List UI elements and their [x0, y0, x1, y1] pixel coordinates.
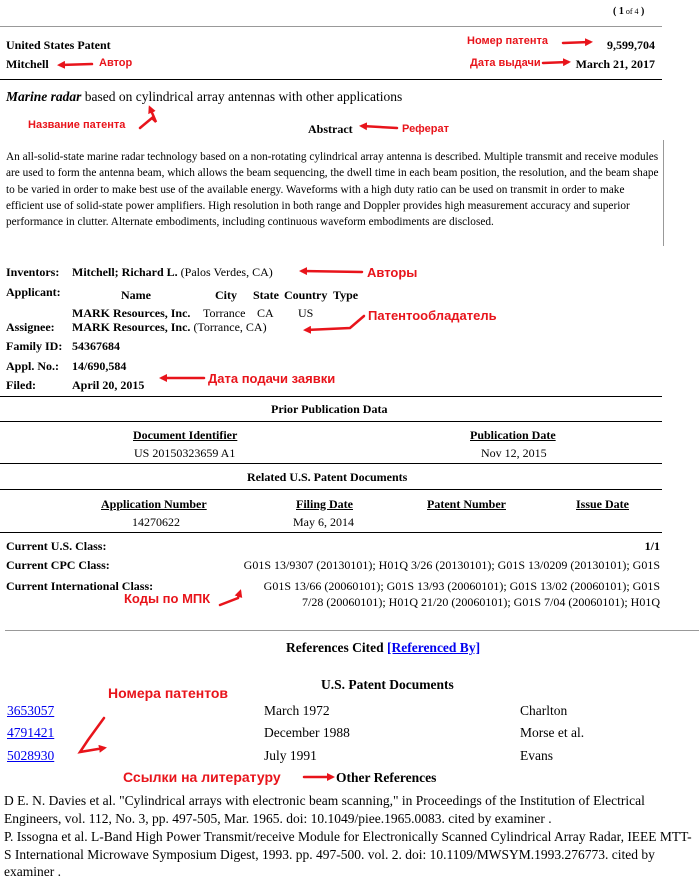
applicant-country: US	[298, 306, 314, 320]
appl-no-value: 14/690,584	[72, 359, 127, 373]
referenced-by-link[interactable]: [Referenced By]	[386, 640, 481, 655]
related-col-patent: Patent Number	[427, 497, 506, 511]
arrow-issue-date-icon	[543, 62, 568, 63]
annotation-authors: Авторы	[367, 265, 418, 280]
applicant-col-type: Type	[333, 288, 359, 302]
family-id-label: Family ID:	[6, 339, 63, 353]
page-counter-total: of 4	[623, 7, 639, 16]
page-counter-page: 1	[618, 6, 624, 17]
applicant-city: Torrance	[203, 306, 246, 320]
assignee-value	[72, 320, 267, 335]
title-rest: based on cylindrical array antennas with other applications	[81, 89, 403, 104]
assignee-label: Assignee:	[6, 320, 55, 334]
related-date: May 6, 2014	[293, 515, 354, 529]
related-col-issue: Issue Date	[576, 497, 629, 511]
patent-link[interactable]: 4791421	[7, 725, 55, 740]
other-reference: P. Issogna et al. L-Band High Power Transmit/receive Module for Electronically Scanned Cylindrical Array Radar, IEEE MTT-S International Microwave Symposium Digest, 1993. pp. 497-500. vol. 2. doi: 10.1109/MWSYM.1993.276773. cited by examiner .	[4, 829, 692, 879]
intl-class-line2: 7/28 (20060101); H01Q 21/20 (20060101); G01S 7/04 (20060101); H01Q	[302, 595, 660, 609]
divider	[0, 396, 662, 397]
intl-class-label: Current International Class:	[6, 579, 154, 593]
divider	[5, 630, 699, 631]
patent-date: July 1991	[264, 748, 317, 763]
us-docs-heading: U.S. Patent Documents	[321, 677, 454, 692]
divider	[0, 532, 662, 533]
divider	[0, 421, 662, 422]
applicant-label: Applicant:	[6, 285, 61, 299]
applicant-col-city: City	[215, 288, 237, 302]
us-class-value: 1/1	[644, 539, 660, 553]
prior-pub-col-date: Publication Date	[470, 428, 556, 442]
arrow-abstract-icon	[362, 126, 397, 128]
page-counter-open: (	[613, 6, 619, 17]
annotation-issue-date: Дата выдачи	[470, 57, 541, 69]
related-heading: Related U.S. Patent Documents	[247, 470, 408, 484]
divider	[0, 463, 662, 464]
annotation-patent-title: Название патента	[28, 119, 126, 131]
issue-date: March 21, 2017	[575, 57, 655, 71]
annotation-ipc-codes: Коды по МПК	[124, 591, 211, 606]
patent-date: December 1988	[264, 725, 350, 740]
cpc-class-value: G01S 13/9307 (20130101); H01Q 3/26 (20130101); G01S 13/0209 (20130101); G01S	[243, 558, 660, 572]
divider	[0, 26, 662, 27]
family-id-value: 54367684	[72, 339, 120, 353]
other-refs-heading: Other References	[336, 770, 437, 785]
title-bold: Marine radar	[6, 89, 82, 104]
page-counter-close: )	[638, 6, 645, 17]
inventor-surname: Mitchell	[6, 57, 49, 71]
annotation-abstract: Реферат	[402, 123, 450, 135]
annotation-literature-refs: Ссылки на литературу	[123, 769, 281, 785]
patent-name: Morse et al.	[520, 725, 585, 740]
prior-pub-date: Nov 12, 2015	[481, 446, 547, 460]
inventors-value	[72, 265, 273, 280]
related-app: 14270622	[132, 515, 180, 529]
annotation-patent-number: Номер патента	[467, 35, 548, 47]
prior-pub-heading: Prior Publication Data	[271, 402, 388, 416]
assignee-location: (Torrance, CA)	[190, 320, 267, 334]
divider	[0, 489, 662, 490]
prior-pub-doc: US 20150323659 A1	[134, 446, 236, 460]
other-reference: D E. N. Davies et al. "Cylindrical arrays with electronic beam scanning," in Proceedings of the Institution of Electrical Engineers, vol. 112, No. 3, pp. 497-505, Mar. 1965. doi: 10.1049/piee.1965.0083. cited by examiner .	[4, 793, 645, 826]
inventors-name: Mitchell; Richard L.	[72, 265, 178, 279]
patent-link[interactable]: 5028930	[7, 748, 55, 763]
applicant-col-country: Country	[284, 288, 328, 302]
annotation-author: Автор	[99, 57, 133, 69]
filed-label: Filed:	[6, 378, 36, 392]
arrow-patent-number-icon	[563, 42, 590, 43]
patent-name: Charlton	[520, 703, 568, 718]
arrow-patent-numbers-icon	[80, 718, 104, 752]
appl-no-label: Appl. No.:	[6, 359, 60, 373]
patent-title	[6, 89, 402, 105]
applicant-state: CA	[257, 306, 274, 320]
intl-class-line1: G01S 13/66 (20060101); G01S 13/93 (20060101); G01S 13/02 (20060101); G01S	[263, 579, 660, 593]
annotation-assignee: Патентообладатель	[368, 308, 497, 323]
filed-value: April 20, 2015	[72, 378, 145, 392]
assignee-name: MARK Resources, Inc.	[72, 320, 191, 334]
abstract-heading: Abstract	[308, 122, 353, 136]
inventors-location: (Palos Verdes, CA)	[177, 265, 273, 279]
arrow-assignee-icon	[306, 316, 364, 330]
references-heading	[286, 640, 480, 656]
related-col-app: Application Number	[101, 497, 207, 511]
annotation-patent-numbers: Номера патентов	[108, 685, 229, 701]
patent-link[interactable]: 3653057	[7, 703, 55, 718]
page-counter	[613, 6, 644, 17]
inventors-label: Inventors:	[6, 265, 60, 279]
applicant-col-name: Name	[121, 288, 151, 302]
prior-pub-col-doc: Document Identifier	[133, 428, 238, 442]
references-heading-text: References Cited	[286, 640, 387, 655]
patent-date: March 1972	[264, 703, 330, 718]
annotation-filing-date: Дата подачи заявки	[208, 371, 336, 386]
patent-number: 9,599,704	[607, 38, 655, 52]
arrow-author-icon	[60, 64, 92, 65]
us-class-label: Current U.S. Class:	[6, 539, 107, 553]
arrow-title-icon	[140, 108, 156, 128]
abstract-text: An all-solid-state marine radar technology based on a non-rotating cylindrical array antenna is described. Multiple transmit and receive modules are used to form the antenna beam, which allows the beam sequencing, the dwell time in each beam position, the resolution, and the beam shape to be varied in order to make best use of the available energy. Waveforms with a high duty ratio can be used on transmit in order to make efficient use of solid-state power amplifiers. High resolution in both range and Doppler provides high measurement accuracy and superior performance in clutter. Alternate embodiments, including continuous waveform embodiments are disclosed.	[6, 151, 659, 229]
patent-name: Evans	[520, 748, 553, 763]
divider	[663, 140, 664, 246]
arrow-authors-icon	[302, 271, 362, 272]
cpc-class-label: Current CPC Class:	[6, 558, 110, 572]
arrow-ipc-icon	[220, 592, 240, 605]
related-col-filing: Filing Date	[296, 497, 353, 511]
divider	[0, 79, 662, 80]
applicant-name: MARK Resources, Inc.	[72, 306, 191, 320]
applicant-col-state: State	[253, 288, 279, 302]
patent-office: United States Patent	[6, 38, 111, 52]
